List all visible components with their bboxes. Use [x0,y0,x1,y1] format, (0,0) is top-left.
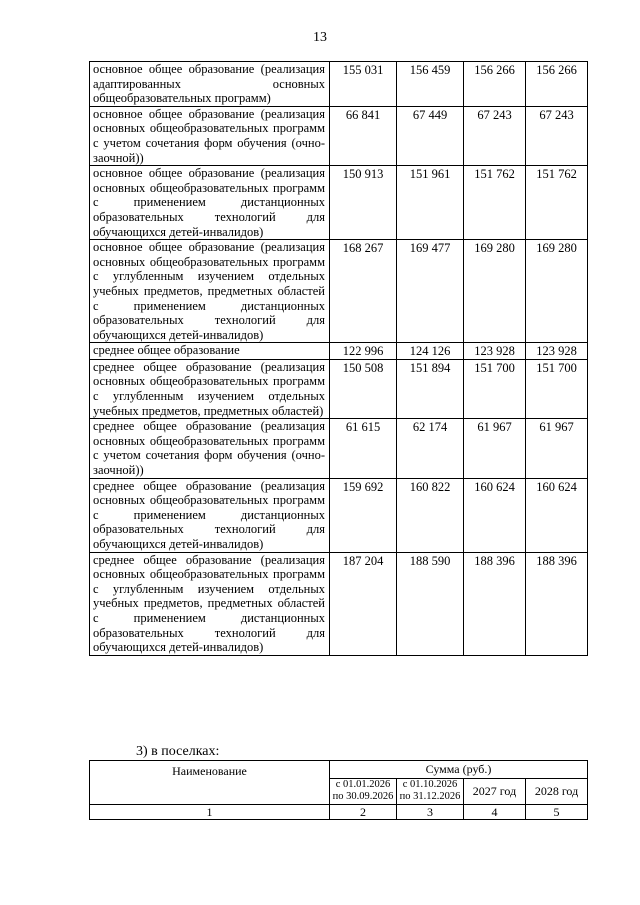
row-value-2028: 61 967 [526,419,588,478]
row-value-2027: 188 396 [464,552,526,655]
row-value-q1-q3-2026: 122 996 [330,343,397,360]
row-value-2027: 67 243 [464,106,526,165]
table-row [90,478,588,552]
row-value-2028: 160 624 [526,478,588,552]
row-name-cell: среднее общее образование (реализация основных общеобразовательных программ с применением дистанционных образовательных технологий для обучающихся детей-инвалидов) [90,478,330,552]
row-name-cell: основное общее образование (реализация адаптированных основных общеобразовательных программ) [90,62,330,107]
table-row [90,419,588,478]
table-row [90,552,588,655]
header-row [90,761,588,779]
row-value-q4-2026: 156 459 [397,62,464,107]
row-value-q4-2026: 160 822 [397,478,464,552]
row-value-q1-q3-2026: 61 615 [330,419,397,478]
row-name-cell: основное общее образование (реализация основных общеобразовательных программ с углубленным изучением отдельных учебных предметов, предметных областей с применением дистанционных образовательных технологий для обучающихся детей-инвалидов) [90,240,330,343]
page-number: 13 [313,30,327,45]
row-value-q1-q3-2026: 187 204 [330,552,397,655]
row-value-q4-2026: 188 590 [397,552,464,655]
row-value-q4-2026: 62 174 [397,419,464,478]
row-name-cell: среднее общее образование (реализация основных общеобразовательных программ с углубленным изучением отдельных учебных предметов, предметных областей) [90,359,330,418]
col-number: 1 [90,805,330,820]
row-value-q4-2026: 124 126 [397,343,464,360]
settlements-table [89,760,588,820]
row-value-2027: 169 280 [464,240,526,343]
section-heading: 3) в поселках: [136,744,220,759]
row-value-q4-2026: 151 894 [397,359,464,418]
sum-header: Сумма (руб.) [330,761,588,779]
row-name-cell: среднее общее образование (реализация основных общеобразовательных программ с углубленным изучением отдельных учебных предметов, предметных областей с применением дистанционных образовательных технологий для обучающихся детей-инвалидов) [90,552,330,655]
row-value-2028: 151 700 [526,359,588,418]
row-value-2028: 123 928 [526,343,588,360]
cost-table [89,61,588,656]
row-value-q1-q3-2026: 155 031 [330,62,397,107]
table-row [90,359,588,418]
table-row [90,343,588,360]
row-value-2027: 151 762 [464,166,526,240]
column-number-row [90,805,588,820]
row-value-q1-q3-2026: 150 913 [330,166,397,240]
row-value-2027: 156 266 [464,62,526,107]
row-value-2027: 61 967 [464,419,526,478]
period1-header: с 01.01.2026 по 30.09.2026 [330,778,397,804]
table-row [90,106,588,165]
row-value-q4-2026: 67 449 [397,106,464,165]
period2-header: с 01.10.2026 по 31.12.2026 [397,778,464,804]
table-row [90,240,588,343]
row-value-2028: 169 280 [526,240,588,343]
row-name-cell: среднее общее образование [90,343,330,360]
row-name-cell: основное общее образование (реализация основных общеобразовательных программ с учетом сочетания форм обучения (очно-заочной)) [90,106,330,165]
row-value-q4-2026: 169 477 [397,240,464,343]
year1-header: 2027 год [464,778,526,804]
row-value-2028: 188 396 [526,552,588,655]
name-header: Наименование [90,761,330,805]
row-value-q4-2026: 151 961 [397,166,464,240]
row-value-2027: 151 700 [464,359,526,418]
row-value-q1-q3-2026: 150 508 [330,359,397,418]
row-value-q1-q3-2026: 66 841 [330,106,397,165]
col-number: 4 [464,805,526,820]
row-name-cell: основное общее образование (реализация основных общеобразовательных программ с применением дистанционных образовательных технологий для обучающихся детей-инвалидов) [90,166,330,240]
row-name-cell: среднее общее образование (реализация основных общеобразовательных программ с учетом сочетания форм обучения (очно-заочной)) [90,419,330,478]
table-row [90,62,588,107]
row-value-2027: 160 624 [464,478,526,552]
row-value-2028: 67 243 [526,106,588,165]
row-value-q1-q3-2026: 168 267 [330,240,397,343]
row-value-q1-q3-2026: 159 692 [330,478,397,552]
row-value-2027: 123 928 [464,343,526,360]
table-row [90,166,588,240]
row-value-2028: 151 762 [526,166,588,240]
row-value-2028: 156 266 [526,62,588,107]
year2-header: 2028 год [526,778,588,804]
col-number: 2 [330,805,397,820]
col-number: 3 [397,805,464,820]
col-number: 5 [526,805,588,820]
